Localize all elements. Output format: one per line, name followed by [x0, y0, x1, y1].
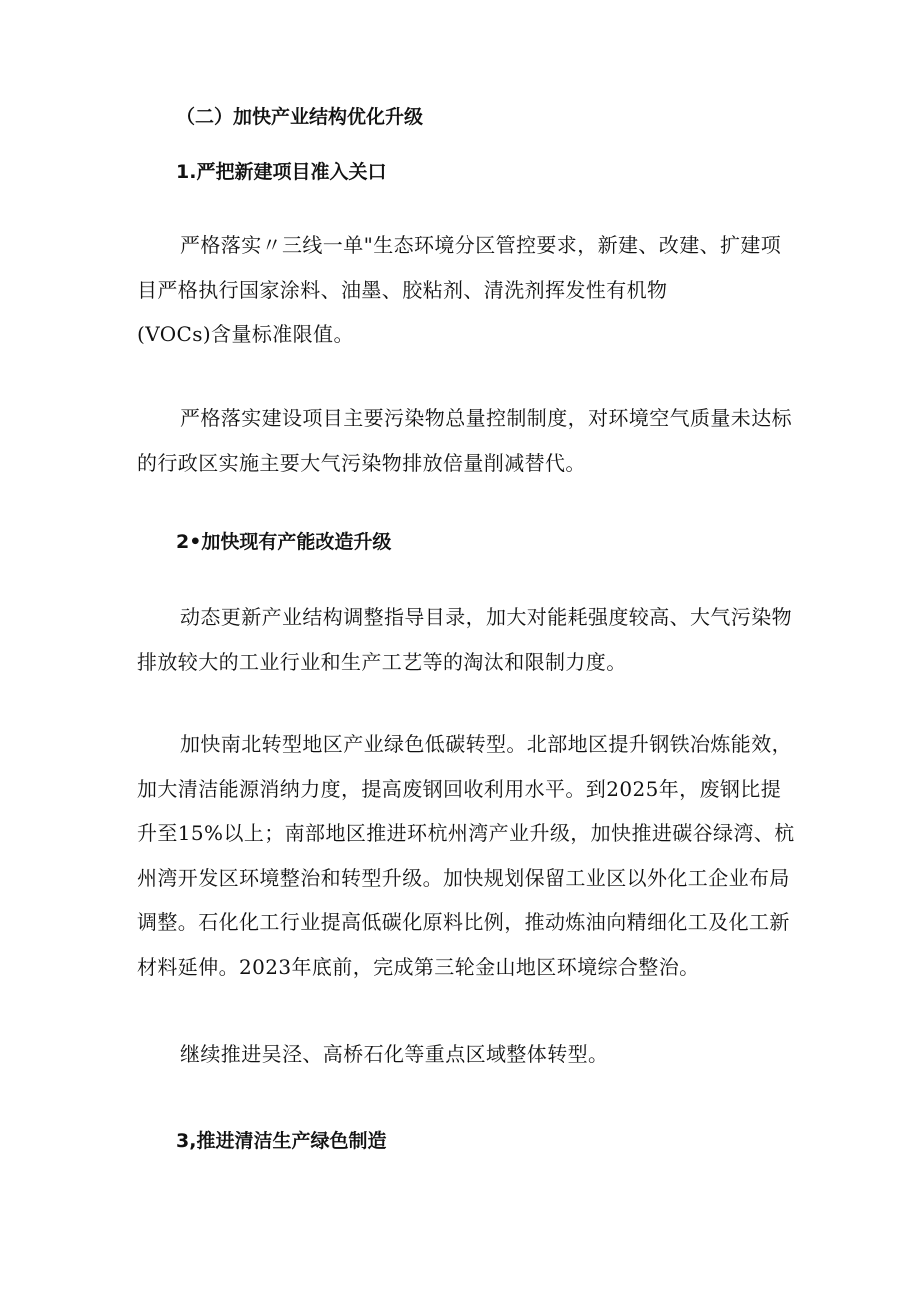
subsection-heading-3: 3,推进清洁生产绿色制造: [176, 1130, 387, 1152]
paragraph-line: 排放较大的工业行业和生产工艺等的淘汰和限制力度。: [137, 649, 627, 674]
paragraph-north-south-transition: [137, 722, 795, 989]
paragraph-line: 的行政区实施主要大气污染物排放倍量削减替代。: [137, 450, 586, 475]
paragraph-line: 严格落实〃三线一单"生态环境分区管控要求，新建、改建、扩建项: [180, 233, 782, 257]
section-heading: （二）加快产业结构优化升级: [176, 106, 424, 128]
paragraph-line: 严格落实建设项目主要污染物总量控制制度，对环境空气质量未达标: [180, 406, 792, 430]
paragraph-line: 目严格执行国家涂料、油墨、胶粘剂、清洗剂挥发性有机物: [137, 277, 668, 302]
paragraph-line: 调整。石化化工行业提高低碳化原料比例，推动炼油向精细化工及化工新: [137, 910, 790, 934]
paragraph-line: 材料延伸。2023年底前，完成第三轮金山地区环境综合整治。: [137, 954, 700, 979]
paragraph-line: 继续推进吴泾、高桥石化等重点区域整体转型。: [180, 1042, 609, 1066]
paragraph-key-area-transition: [137, 1032, 792, 1077]
subsection-heading-1: 1.严把新建项目准入关口: [176, 161, 387, 183]
paragraph-line: 加大清洁能源消纳力度，提高废钢回收利用水平。到2025年，废钢比提: [137, 776, 782, 801]
paragraph-vocs-limits: [137, 223, 792, 357]
paragraph-line: 加快南北转型地区产业绿色低碳转型。北部地区提升钢铁冶炼能效，: [180, 732, 792, 756]
subsection-heading-2: 2•加快现有产能改造升级: [176, 531, 392, 553]
paragraph-line: (VOCs)含量标准限值。: [137, 322, 354, 346]
paragraph-line: 州湾开发区环境整治和转型升级。加快规划保留工业区以外化工企业布局: [137, 865, 790, 890]
paragraph-total-control: [137, 396, 792, 485]
paragraph-line: 升至15%以上；南部地区推进环杭州湾产业升级，加快推进碳谷绿湾、杭: [137, 821, 795, 845]
paragraph-industry-catalog: [137, 595, 792, 684]
paragraph-line: 动态更新产业结构调整指导目录，加大对能耗强度较高、大气污染物: [180, 605, 792, 629]
